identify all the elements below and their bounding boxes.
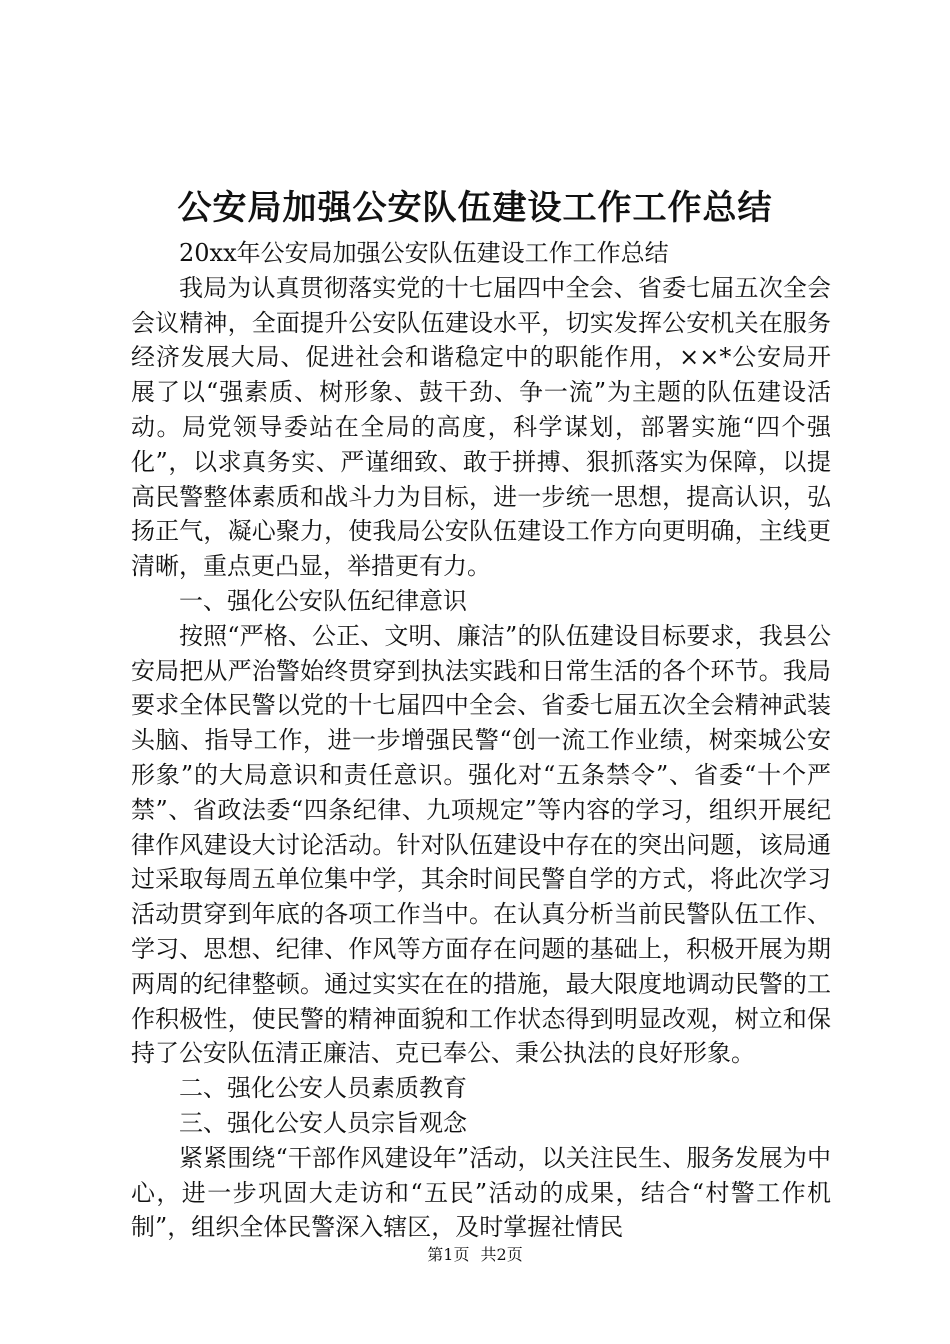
page-number: 第1页 — [427, 1245, 470, 1264]
page-total: 共2页 — [480, 1245, 523, 1264]
page-footer — [0, 1243, 950, 1267]
section-heading: 一、强化公安队伍纪律意识 — [179, 586, 467, 615]
body-paragraph: 我局为认真贯彻落实党的十七届四中全会、省委七届五次全会会议精神，全面提升公安队伍建设水平，切实发挥公安机关在服务经济发展大局、促进社会和谐稳定中的职能作用，××*公安局开展了以“强素质、树形象、鼓干劲、争一流”为主题的队伍建设活动。局党领导委站在全局的高度，科学谋划，部署实施“四个强化”，以求真务实、严谨细致、敢于拼搏、狠抓落实为保障，以提高民警整体素质和战斗力为目标，进一步统一思想，提高认识，弘扬正气，凝心聚力，使我局公安队伍建设工作方向更明确，主线更清晰，重点更凸显，举措更有力。 — [131, 273, 831, 581]
body-paragraph: 紧紧围绕“干部作风建设年”活动，以关注民生、服务发展为中心，进一步巩固大走访和“五民”活动的成果，结合“村警工作机制”，组织全体民警深入辖区，及时掌握社情民 — [131, 1143, 831, 1242]
subtitle-paragraph: 20xx年公安局加强公安队伍建设工作工作总结 — [179, 239, 669, 267]
document-title: 公安局加强公安队伍建设工作工作总结 — [177, 188, 773, 228]
body-paragraph: 按照“严格、公正、文明、廉洁”的队伍建设目标要求，我县公安局把从严治警始终贯穿到执法实践和日常生活的各个环节。我局要求全体民警以党的十七届四中全会、省委七届五次全会精神武装头脑、指导工作，进一步增强民警“创一流工作业绩，树栾城公安形象”的大局意识和责任意识。强化对“五条禁令”、省委“十个严禁”、省政法委“四条纪律、九项规定”等内容的学习，组织开展纪律作风建设大讨论活动。针对队伍建设中存在的突出问题，该局通过采取每周五单位集中学，其余时间民警自学的方式，将此次学习活动贯穿到年底的各项工作当中。在认真分析当前民警队伍工作、学习、思想、纪律、作风等方面存在问题的基础上，积极开展为期两周的纪律整顿。通过实实在在的措施，最大限度地调动民警的工作积极性，使民警的精神面貌和工作状态得到明显改观，树立和保持了公安队伍清正廉洁、克已奉公、秉公执法的良好形象。 — [131, 621, 831, 1068]
section-heading: 三、强化公安人员宗旨观念 — [179, 1108, 467, 1137]
section-heading: 二、强化公安人员素质教育 — [179, 1074, 467, 1103]
document-body — [131, 236, 831, 1245]
